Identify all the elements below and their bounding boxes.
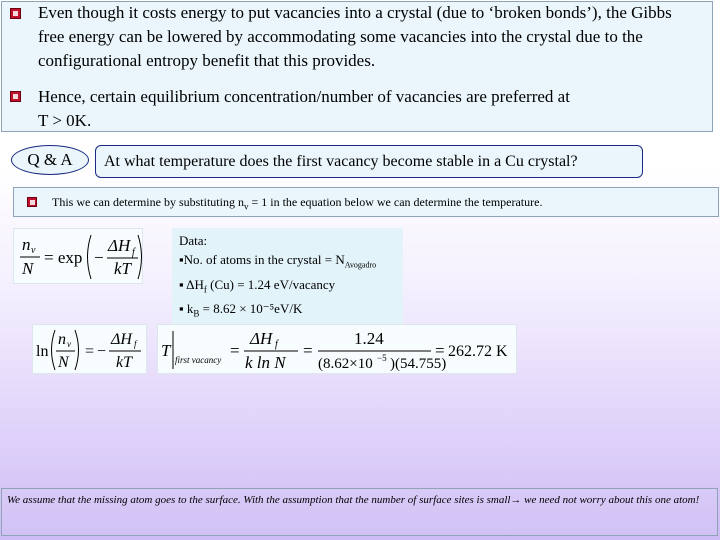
footnote-box: [1, 488, 718, 536]
eq1-kT: kT: [114, 259, 131, 278]
bullet-line-5: T > 0K.: [38, 111, 92, 130]
eq3-kln: k ln N: [245, 353, 286, 372]
bullet-line-4: Hence, certain equilibrium concentration/number of vacancies are preferred at: [38, 87, 570, 106]
eq2-v: v: [67, 339, 71, 349]
question-text: At what temperature does the first vacancy become stable in a Cu crystal?: [104, 152, 578, 170]
data-atoms-text: ▪No. of atoms in the crystal = N: [179, 252, 345, 267]
eq3-den2: )(54.755): [390, 356, 447, 372]
bullet-line-1: Even though it costs energy to put vacancies into a crystal (due to ‘broken bonds’), the Gibbs: [38, 3, 672, 22]
eq3-den: (8.62×10: [318, 356, 373, 372]
data-box: [172, 228, 403, 324]
eq3-sub: first vacancy: [175, 355, 222, 365]
log-equation: [32, 324, 147, 374]
data-heading: Data:: [179, 233, 208, 248]
eq1-nv: n: [22, 235, 31, 254]
eq3-result: 262.72 K: [448, 343, 508, 360]
eq1-f: f: [132, 247, 135, 258]
bullet-icon: [10, 8, 21, 19]
eq3-num: 1.24: [354, 329, 384, 348]
eq2-eq: =: [85, 343, 95, 360]
eq2-ln: ln: [36, 343, 49, 360]
eq3-T: T: [161, 341, 171, 360]
eq3-dH: ΔH: [250, 329, 273, 348]
temperature-equation: [157, 324, 517, 374]
eq1-dH: ΔH: [108, 236, 131, 255]
eq3-eq2: =: [303, 341, 313, 360]
log-equation-svg: [33, 325, 148, 375]
data-kb-pre: ▪ k: [179, 301, 194, 317]
eq2-f: f: [134, 339, 137, 349]
eq3-eq3: =: [435, 341, 445, 360]
vacancy-equation: [13, 228, 143, 284]
bullet-line-3: configurational entropy benefit that this provides.: [38, 51, 376, 70]
bullet-line-2: free energy can be lowered by accommodating some vacancies into the crystal due to the: [38, 27, 643, 46]
eq1-minus: −: [94, 248, 104, 267]
eq2-minus: −: [97, 343, 107, 360]
temperature-equation-svg: [158, 325, 518, 375]
bullet-icon: [27, 197, 37, 207]
data-hf: [179, 275, 396, 300]
data-atoms: [179, 250, 396, 275]
eq3-exp: −5: [377, 353, 387, 363]
sub-bullet-post: = 1 in the equation below we can determine the temperature.: [248, 195, 543, 209]
qa-label: [11, 145, 89, 175]
sub-bullet-pre: This we can determine by substituting n: [52, 195, 244, 209]
data-atoms-sub: Avogadro: [344, 260, 377, 270]
question-box: [95, 145, 643, 178]
eq1-v: v: [31, 245, 36, 256]
eq3-f: f: [275, 339, 278, 350]
footnote-text: We assume that the missing atom goes to the surface. With the assumption that the number of surface sites is small→ we need not worry about this one atom!: [7, 494, 700, 506]
eq2-kT: kT: [116, 354, 132, 371]
qa-text: Q & A: [27, 150, 73, 169]
eq2-nv: n: [58, 331, 66, 348]
bullet-icon: [10, 91, 21, 102]
vacancy-equation-svg: [14, 229, 144, 285]
eq1-eq: = exp: [44, 248, 83, 267]
data-kb-post: = 8.62 × 10⁻⁵eV/K: [199, 301, 303, 317]
data-hf-post: (Cu) = 1.24 eV/vacancy: [206, 276, 336, 292]
eq3-eq1: =: [230, 341, 240, 360]
data-kb: [179, 299, 396, 324]
sub-bullet-text: [52, 195, 542, 211]
sub-bullet-sub: v: [243, 201, 249, 212]
eq2-N: N: [58, 354, 69, 371]
data-kb-sub: B: [193, 308, 200, 319]
data-hf-pre: ▪ ΔH: [179, 276, 204, 292]
data-hf-sub: f: [203, 284, 207, 295]
eq2-dH: ΔH: [111, 331, 132, 348]
eq1-N: N: [22, 259, 34, 278]
